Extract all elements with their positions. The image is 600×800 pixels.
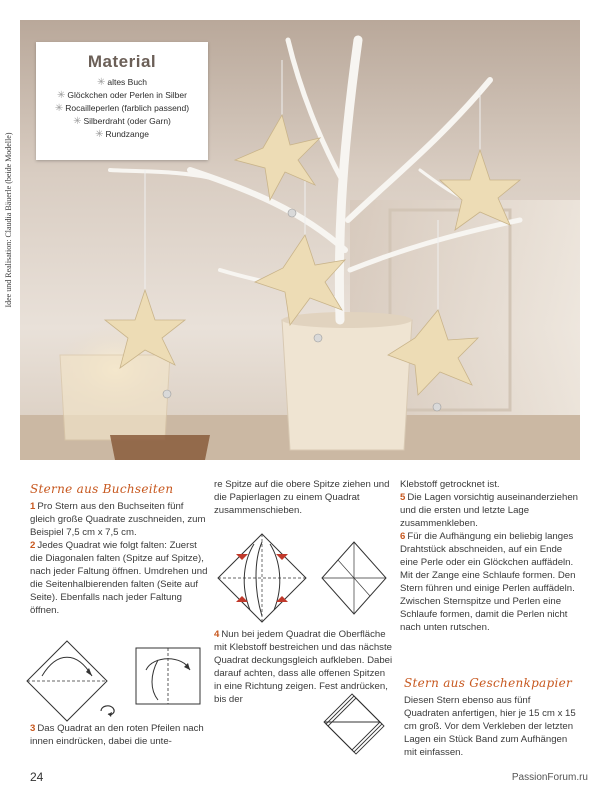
step-1: 1 Pro Stern aus den Buchseiten fünf gleich große Quadrate zuschneiden, zum Beispiel 7,5 cm x 7,5 cm. — [30, 501, 206, 538]
fold-diagram-stacked-squares — [322, 688, 386, 758]
asterisk-icon: ✳ — [95, 129, 104, 140]
step-4: 4 Nun bei jedem Quadrat die Oberfläche mit Klebstoff bestreichen und das nächste Quadrat deckungsgleich aufkleben. Dabei darauf achten, dass alle offenen Spitzen in eine Richtung zeigen. Fest andrücken, bis der — [214, 629, 393, 705]
material-item-label: Glöckchen oder Perlen in Silber — [67, 90, 187, 100]
section-heading-gift-paper-star: Stern aus Geschenkpapier — [404, 676, 573, 690]
watermark: PassionForum.ru — [511, 772, 588, 783]
step-6: 6 Für die Aufhängung ein beliebig langes Drahtstück abschneiden, auf ein Ende eine Perle oder ein Glöckchen auffädeln. Mit der Zange eine Schlaufe formen. Den Stern führen und einige Perlen auffädeln. Zwischen Sternspitze und Perlen eine Schlaufe formen, damit die Perlen nicht nach unten rutschen. — [400, 531, 576, 633]
section-heading-book-stars: Sterne aus Buchseiten — [30, 482, 174, 496]
fold-diagram-square — [318, 538, 390, 618]
asterisk-icon: ✳ — [57, 90, 66, 101]
material-item-label: altes Buch — [107, 77, 148, 87]
step-3-continued: re Spitze auf die obere Spitze ziehen und die Papierlagen zu einem Quadrat zusammenschieben. — [214, 479, 390, 516]
asterisk-icon: ✳ — [54, 103, 64, 114]
fold-diagram-halves — [128, 640, 208, 712]
material-title: Material — [87, 52, 157, 71]
material-box — [36, 42, 208, 160]
step-4-continued: Klebstoff getrocknet ist. — [400, 479, 500, 490]
photo-credit: Idee und Realisation: Claudia Bäuerle (beide Modelle) — [4, 132, 13, 308]
material-item-label: Silberdraht (oder Garn) — [83, 116, 171, 126]
step-3: 3 Das Quadrat an den roten Pfeilen nach innen eindrücken, dabei die unte- — [30, 723, 204, 747]
material-item — [36, 128, 208, 141]
asterisk-icon: ✳ — [73, 116, 82, 127]
page-number: 24 — [30, 770, 44, 784]
material-item-label: Rocailleperlen (farblich passend) — [65, 103, 190, 113]
step-5: 5 Die Lagen vorsichtig auseinanderziehen und die ersten und letzte Lage zusammenkleben. — [400, 492, 579, 529]
steps-column-3 — [400, 478, 580, 634]
turn-over-icon — [98, 704, 120, 718]
material-item — [36, 76, 208, 89]
fold-diagram-red-arrows — [214, 530, 310, 626]
material-item — [36, 89, 208, 102]
gift-paper-star-text: Diesen Stern ebenso aus fünf Quadraten anfertigen, hier je 15 cm x 15 cm groß. Vor dem Verkleben der letzten Lagen ein Stück Band zum Aufhängen mit einfassen. — [404, 695, 576, 758]
steps-column-2 — [214, 478, 394, 517]
steps-column-1 — [30, 500, 210, 617]
material-item — [36, 102, 208, 115]
material-item — [36, 115, 208, 128]
asterisk-icon: ✳ — [96, 77, 106, 88]
material-item-label: Rundzange — [105, 129, 149, 139]
step-2: 2 Jedes Quadrat wie folgt falten: Zuerst die Diagonalen falten (Spitze auf Spitze), nach jeder Faltung öffnen. Umdrehen und die Seitenhalbierenden falten (Seite auf Seite). Ebenfalls nach jeder Faltung öffnen. — [30, 540, 208, 616]
